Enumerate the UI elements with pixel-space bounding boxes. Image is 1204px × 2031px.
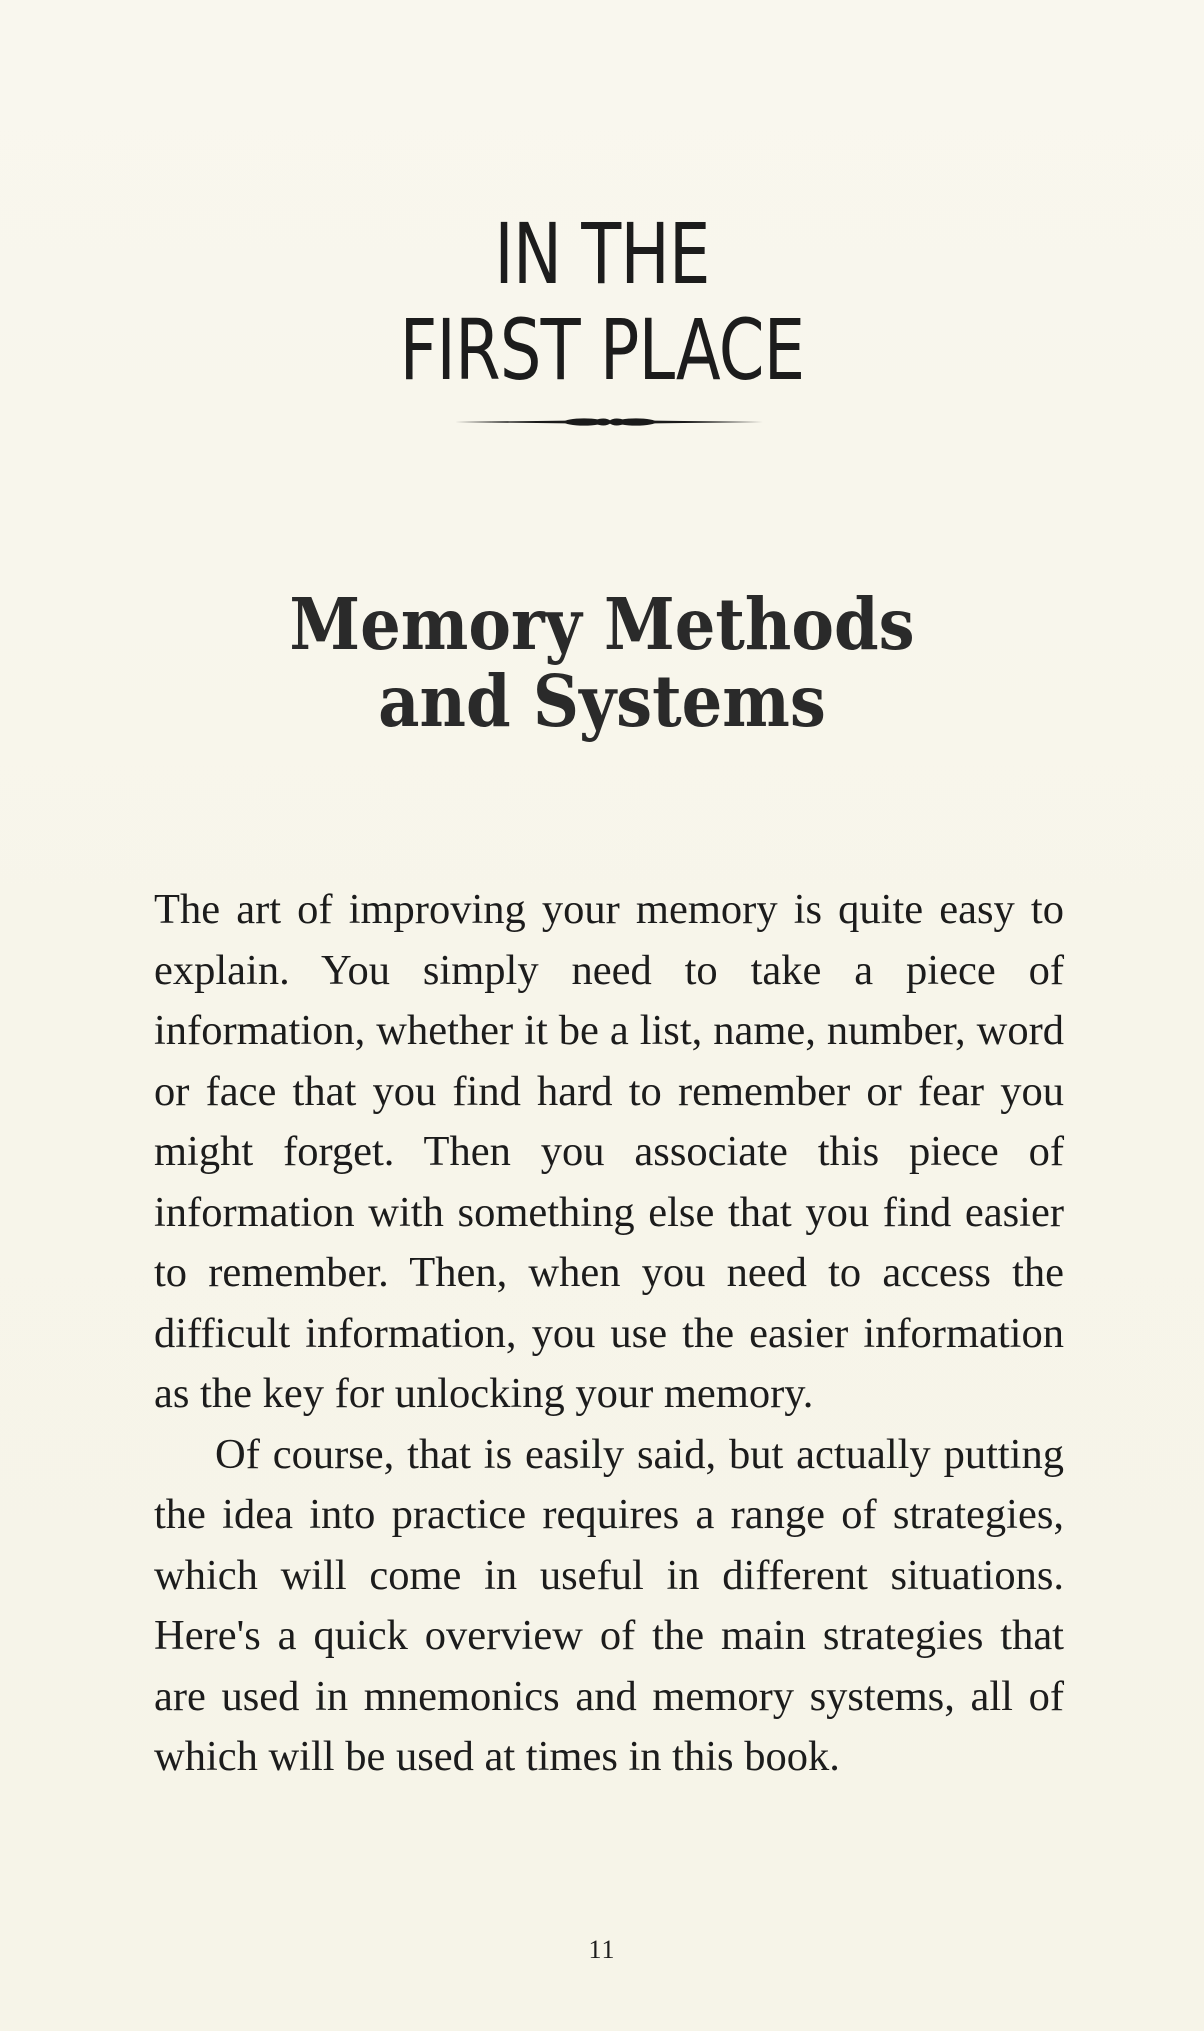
- section-title-line-1: Memory Methods: [289, 581, 915, 666]
- page-number: 11: [588, 1935, 616, 1964]
- flourish-divider-icon: [455, 408, 765, 436]
- body-text: [154, 880, 1064, 1788]
- section-title-line-2: and Systems: [378, 658, 826, 743]
- paragraph-2: Of course, that is easily said, but actually putting the idea into practice requires a range of strategies, which will come in useful in different situations. Here's a quick overview of the main strategies that are used in mnemonics and memory systems, all of which will be used at times in this book.: [154, 1430, 1064, 1780]
- section-title: [60, 581, 1144, 743]
- chapter-title-line-2: FIRST PLACE: [399, 301, 805, 400]
- chapter-title-line-1: IN THE: [494, 205, 710, 304]
- chapter-title: [132, 206, 1071, 398]
- paragraph-1: The art of improving your memory is quite easy to explain. You simply need to take a piece of information, whether it be a list, name, number, word or face that you find hard to remember or fear you might forget. Then you associate this piece of information with something else that you find easier to remember. Then, when you need to access the difficult information, you use the easier information as the key for unlocking your memory.: [154, 886, 1064, 1417]
